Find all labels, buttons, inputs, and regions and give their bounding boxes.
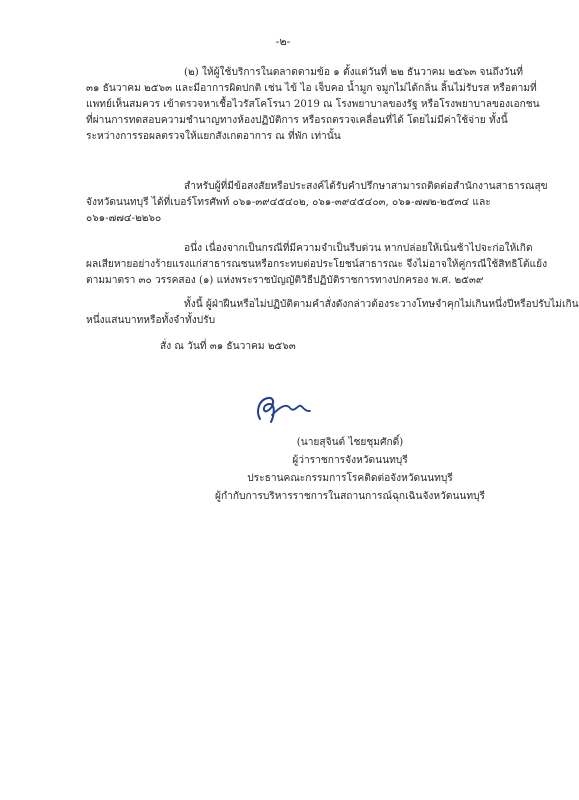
signature-image: [252, 392, 314, 426]
text-line: ๐๖๑-๗๗๔-๒๒๖๐: [86, 213, 162, 224]
text-line: ที่ผ่านการทดสอบความชำนาญทางห้องปฏิบัติการ หรือรถตรวจเคลื่อนที่ได้ โดยไม่มีค่าใช้จ่าย ทั้งนี้: [86, 115, 508, 126]
text-line: (๒) ให้ผู้ใช้บริการในตลาดตามข้อ ๑ ตั้งแต่วันที่ ๒๒ ธันวาคม ๒๕๖๓ จนถึงวันที่: [184, 67, 524, 78]
text-line: ตามมาตรา ๓๐ วรรคสอง (๑) แห่งพระราชบัญญัติวิธีปฏิบัติราชการทางปกครอง พ.ศ. ๒๕๓๙: [86, 275, 484, 286]
text-line: แพทย์เห็นสมควร เข้าตรวจหาเชื้อไวรัสโคโรนา 2019 ณ โรงพยาบาลของรัฐ หรือโรงพยาบาลของเอกชน: [86, 99, 540, 110]
text-line: ระหว่างการรอผลตรวจให้แยกสังเกตอาการ ณ ที่พัก เท่านั้น: [86, 131, 341, 142]
text-line: สำหรับผู้ที่มีข้อสงสัยหรือประสงค์ได้รับคำปรึกษาสามารถติดต่อสำนักงานสาธารณสุข: [184, 181, 548, 192]
text-line: ๓๑ ธันวาคม ๒๕๖๓ และมีอาการผิดปกติ เช่น ไข้ ไอ เจ็บคอ น้ำมูก จมูกไม่ได้กลิ่น ลิ้นไม่รับรส หรือตามที่: [86, 83, 537, 94]
paragraph-contact: [86, 179, 548, 227]
signatory-position: ประธานคณะกรรมการโรคติดต่อจังหวัดนนทบุรี: [247, 473, 453, 484]
text-line: จังหวัดนนทบุรี ได้ที่เบอร์โทรศัพท์ ๐๖๑-๓๙๔๕๔๐๒, ๐๖๑-๓๙๔๕๔๐๓, ๐๖๑-๗๗๒-๒๕๓๔ และ: [86, 197, 491, 208]
signatory-position: ผู้ว่าราชการจังหวัดนนทบุรี: [292, 455, 408, 466]
paragraph-item-2: [86, 65, 540, 145]
signatory-block: [200, 434, 500, 506]
text-line: หนึ่งแสนบาทหรือทั้งจำทั้งปรับ: [86, 315, 216, 326]
text-line: อนึ่ง เนื่องจากเป็นกรณีที่มีความจำเป็นรีบด่วน หากปล่อยให้เนิ่นช้าไปจะก่อให้เกิด: [184, 243, 533, 254]
signatory-name: (นายสุจินต์ ไชยชุมศักดิ์): [296, 437, 404, 448]
paragraph-penalty: [86, 297, 579, 329]
paragraph-urgency: [86, 241, 548, 289]
signatory-position: ผู้กำกับการบริหารราชการในสถานการณ์ฉุกเฉินจังหวัดนนทบุรี: [214, 491, 486, 502]
text-line: ทั้งนี้ ผู้ฝ่าฝืนหรือไม่ปฏิบัติตามคำสั่งดังกล่าวต้องระวางโทษจำคุกไม่เกินหนึ่งปีหรือปรับไม่เกิน: [184, 299, 579, 310]
page-number: -๒-: [275, 35, 291, 48]
date-line: สั่ง ณ วันที่ ๓๑ ธันวาคม ๒๕๖๓: [160, 341, 296, 352]
text-line: ผลเสียหายอย่างร้ายแรงแก่สาธารณชนหรือกระทบต่อประโยชน์สาธารณะ จึงไม่อาจให้คู่กรณีใช้สิทธิโต้แย้ง: [86, 259, 548, 270]
